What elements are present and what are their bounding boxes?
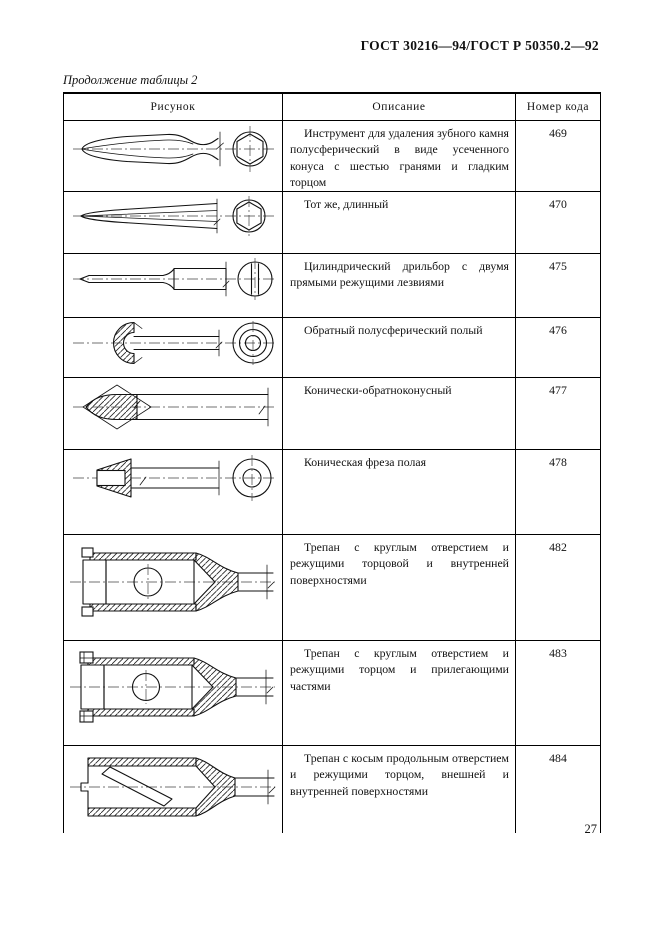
figure-478-conical-hollow-cutter-icon xyxy=(71,451,276,505)
table-row xyxy=(64,121,601,192)
figure-475-cylindrical-drill-icon xyxy=(71,255,276,303)
description-cell xyxy=(283,192,516,254)
figure-476-reverse-hemispherical-icon xyxy=(71,319,276,367)
description-text: Трепан с косым продольным отверстием и режущими торцом, внешней и внутренней поверхностями xyxy=(290,751,509,798)
description-cell xyxy=(283,641,516,746)
figure-482-trepan-section-icon xyxy=(68,536,278,628)
figure-470-scaler-long-icon xyxy=(71,193,276,239)
figure-483-trepan-section-icon xyxy=(68,642,278,732)
description-text: Обратный полусферический полый xyxy=(304,323,483,338)
description-cell xyxy=(283,254,516,318)
figure-cell xyxy=(64,535,283,641)
description-text: Трепан с круглым отверстием и режущими торцовой и внутренней поверхностями xyxy=(290,540,509,587)
table-row xyxy=(64,254,601,318)
code-cell: 470 xyxy=(516,192,601,254)
description-text: Коническая фреза полая xyxy=(304,455,427,470)
page-number: 27 xyxy=(584,822,597,836)
table-row xyxy=(64,641,601,746)
code-cell: 476 xyxy=(516,318,601,378)
code-cell: 482 xyxy=(516,535,601,641)
figure-469-scaler-truncated-cone-icon xyxy=(71,122,276,176)
table-header-row xyxy=(64,93,601,121)
table-row xyxy=(64,450,601,535)
column-header-figure: Рисунок xyxy=(64,93,283,121)
column-header-description: Описание xyxy=(283,93,516,121)
figure-484-trepan-oblique-hole-icon xyxy=(68,747,278,827)
code-cell: 478 xyxy=(516,450,601,535)
description-cell xyxy=(283,121,516,192)
code-cell: 484 xyxy=(516,746,601,833)
code-cell: 475 xyxy=(516,254,601,318)
table-caption: Продолжение таблицы 2 xyxy=(63,73,198,87)
description-cell xyxy=(283,378,516,450)
figure-cell xyxy=(64,192,283,254)
figure-477-conical-reverse-conical-icon xyxy=(71,379,276,435)
figure-cell xyxy=(64,378,283,450)
table-row xyxy=(64,746,601,833)
description-text: Цилиндрический дрильбор с двумя прямыми режущими лезвиями xyxy=(290,259,509,290)
description-text: Конически-обратноконусный xyxy=(304,383,452,398)
figure-cell xyxy=(64,254,283,318)
figure-cell xyxy=(64,450,283,535)
code-cell: 483 xyxy=(516,641,601,746)
table-row xyxy=(64,192,601,254)
code-cell: 477 xyxy=(516,378,601,450)
description-cell xyxy=(283,450,516,535)
figure-cell xyxy=(64,121,283,192)
description-text: Трепан с круглым отверстием и режущими торцом и прилегающими частями xyxy=(290,646,509,693)
doc-header-title: ГОСТ 30216—94/ГОСТ Р 50350.2—92 xyxy=(360,38,599,53)
description-text: Инструмент для удаления зубного камня полусферический в виде усеченного конуса с шестью гранями и гладким торцом xyxy=(290,126,509,189)
description-text: Тот же, длинный xyxy=(304,197,389,212)
table-row xyxy=(64,318,601,378)
figure-cell xyxy=(64,318,283,378)
figure-cell xyxy=(64,746,283,833)
description-cell xyxy=(283,535,516,641)
figure-cell xyxy=(64,641,283,746)
table-row xyxy=(64,535,601,641)
code-cell: 469 xyxy=(516,121,601,192)
description-cell xyxy=(283,318,516,378)
column-header-code: Номер кода xyxy=(516,93,601,121)
table-row xyxy=(64,378,601,450)
description-cell xyxy=(283,746,516,833)
instruments-table xyxy=(63,92,601,833)
